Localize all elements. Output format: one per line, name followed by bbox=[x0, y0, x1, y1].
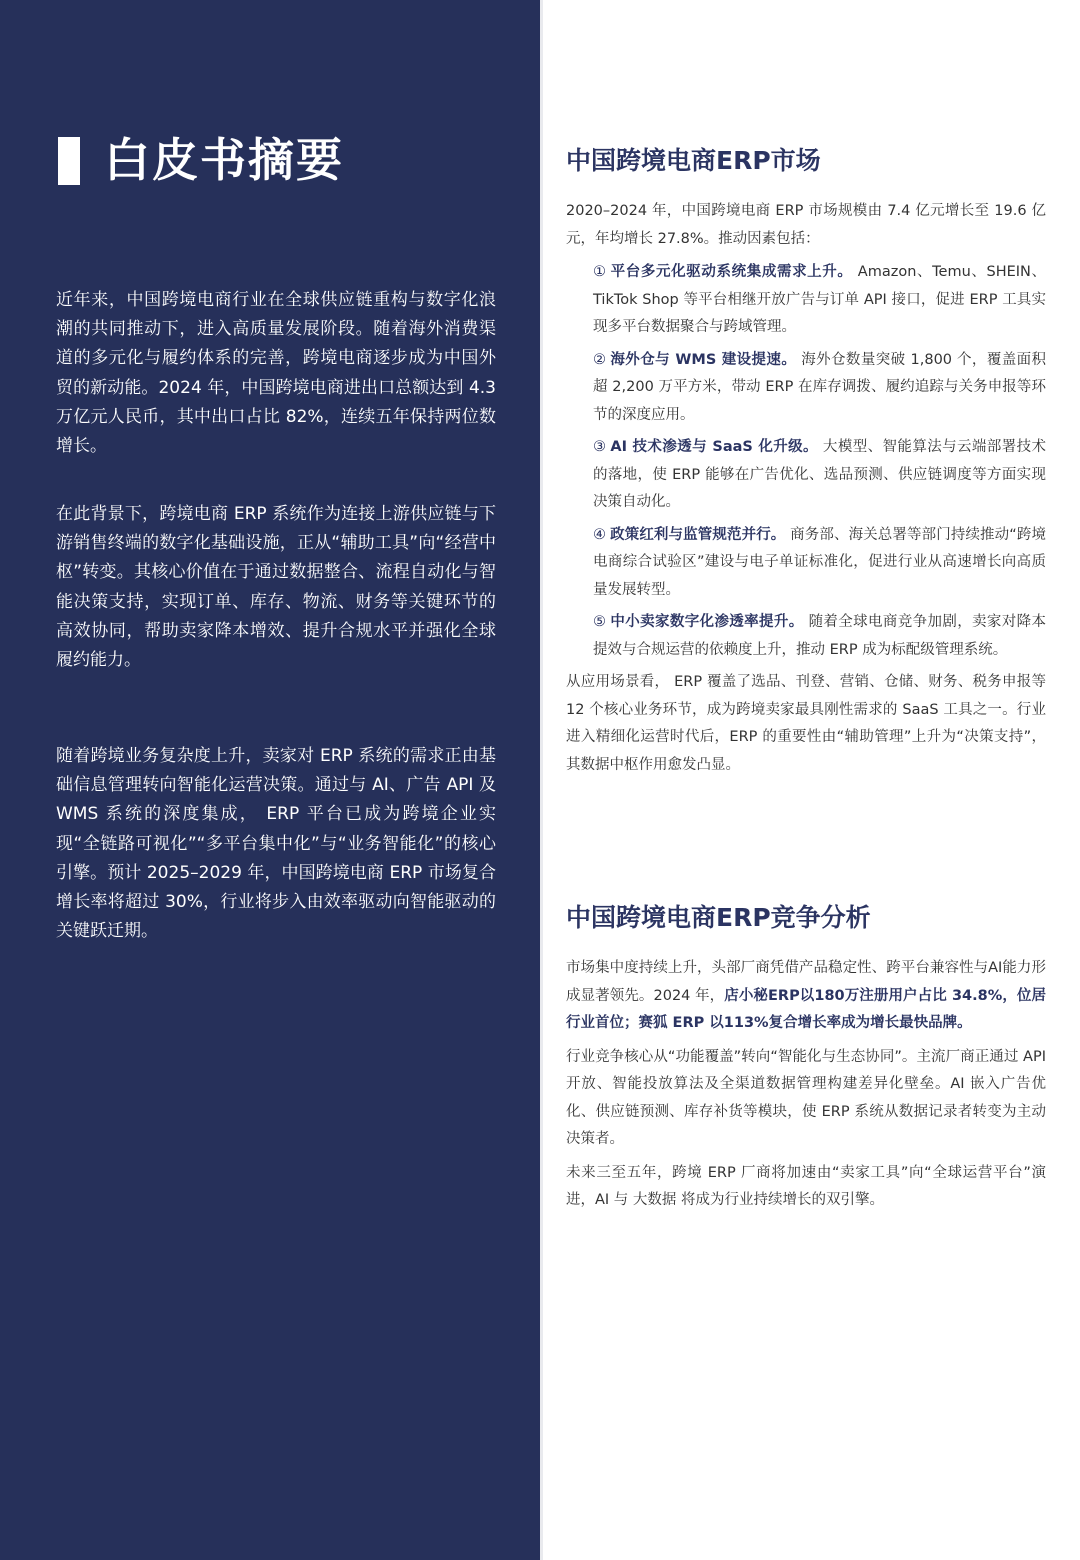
market-section bbox=[566, 198, 1046, 785]
panel-divider bbox=[540, 0, 543, 1560]
factor-number: ② bbox=[593, 351, 607, 368]
competition-paragraph-1 bbox=[566, 955, 1046, 1038]
competition-p1-highlight: 店小秘ERP以180万注册用户占比 34.8%，位居行业首位；赛狐 ERP 以113%复合增长率成为增长最快品牌。 bbox=[566, 987, 1046, 1031]
page-title: 白皮书摘要 bbox=[104, 133, 344, 187]
competition-paragraph-2: 行业竞争核心从“功能覆盖”转向“智能化与生态协同”。主流厂商正通过 API 开放、智能投放算法及全渠道数据管理构建差异化壁垒。AI 嵌入广告优化、供应链预测、库存补货等模块，使 ERP 系统从数据记录者转变为主动决策者。 bbox=[566, 1048, 1046, 1147]
title-accent-bar bbox=[58, 137, 80, 185]
summary-paragraph-3: 随着跨境业务复杂度上升，卖家对 ERP 系统的需求正由基础信息管理转向智能化运营决策。通过与 AI、广告 API 及 WMS 系统的深度集成， ERP 平台已成为跨境企业实现“全链路可视化”“多平台集中化”与“业务智能化”的核心引擎。预计 2025–2029 年，中国跨境电商 ERP 市场复合增长率将超过 30%，行业将步入由效率驱动向智能驱动的关键跃迁期。 bbox=[56, 746, 496, 942]
factor-title: 平台多元化驱动系统集成需求上升。 bbox=[610, 264, 853, 280]
factor-title: AI 技术渗透与 SaaS 化升级。 bbox=[610, 439, 818, 455]
market-intro: 2020–2024 年，中国跨境电商 ERP 市场规模由 7.4 亿元增长至 19.6 亿元，年均增长 27.8%。推动因素包括： bbox=[566, 203, 1046, 247]
market-outro: 从应用场景看， ERP 覆盖了选品、刊登、营销、仓储、财务、税务申报等 12 个核心业务环节，成为跨境卖家最具刚性需求的 SaaS 工具之一。行业进入精细化运营时代后，ERP 的重要性由“辅助管理”上升为“决策支持”，其数据中枢作用愈发凸显。 bbox=[566, 674, 1046, 773]
factor-list bbox=[566, 259, 1046, 664]
factor-text: 商务部、海关总署等部门持续推动“跨境电商综合试验区”建设与电子单证标准化，促进行业从高速增长向高质量发展转型。 bbox=[593, 526, 1047, 598]
factor-text: 海外仓数量突破 1,800 个，覆盖面积超 2,200 万平方米，带动 ERP 在库存调拨、履约追踪与关务申报等环节的深度应用。 bbox=[593, 351, 1047, 423]
competition-paragraph-3: 未来三至五年，跨境 ERP 厂商将加速由“卖家工具”向“全球运营平台”演进，AI 与 大数据 将成为行业持续增长的双引擎。 bbox=[566, 1164, 1046, 1208]
factor-text: 大模型、智能算法与云端部署技术的落地，使 ERP 能够在广告优化、选品预测、供应链调度等方面实现决策自动化。 bbox=[593, 439, 1047, 510]
competition-p1-text: 市场集中度持续上升，头部厂商凭借产品稳定性、跨平台兼容性与AI能力形成显著领先。2024 年， bbox=[566, 960, 1046, 1004]
competition-heading: 中国跨境电商ERP竞争分析 bbox=[566, 903, 871, 932]
factor-number: ① bbox=[593, 264, 607, 280]
factor-item bbox=[566, 259, 1046, 342]
factor-title: 政策红利与监管规范并行。 bbox=[610, 526, 786, 543]
factor-title: 海外仓与 WMS 建设提速。 bbox=[610, 351, 797, 368]
factor-item bbox=[566, 434, 1046, 517]
summary-paragraph-2: 在此背景下，跨境电商 ERP 系统作为连接上游供应链与下游销售终端的数字化基础设施，正从“辅助工具”向“经营中枢”转变。其核心价值在于通过数据整合、流程自动化与智能决策支持，实现订单、库存、物流、财务等关键环节的高效协同，帮助卖家降本增效、提升合规水平并强化全球履约能力。 bbox=[56, 504, 496, 671]
summary-paragraph-1: 近年来，中国跨境电商行业在全球供应链重构与数字化浪潮的共同推动下，进入高质量发展阶段。随着海外消费渠道的多元化与履约体系的完善，跨境电商逐步成为中国外贸的新动能。2024 年，中国跨境电商进出口总额达到 4.3 万亿元人民币，其中出口占比 82%，连续五年保持两位数增长。 bbox=[56, 290, 496, 457]
factor-item bbox=[566, 347, 1046, 430]
factor-number: ③ bbox=[593, 439, 607, 455]
factor-item bbox=[566, 522, 1046, 605]
factor-number: ④ bbox=[593, 526, 607, 543]
factor-text: 随着全球电商竞争加剧，卖家对降本提效与合规运营的依赖度上升，推动 ERP 成为标配级管理系统。 bbox=[593, 614, 1047, 658]
factor-item bbox=[566, 609, 1046, 664]
factor-text: Amazon、Temu、SHEIN、TikTok Shop 等平台相继开放广告与订单 API 接口，促进 ERP 工具实现多平台数据聚合与跨域管理。 bbox=[593, 264, 1047, 335]
factor-number: ⑤ bbox=[593, 614, 607, 630]
factor-title: 中小卖家数字化渗透率提升。 bbox=[610, 614, 804, 630]
competition-section bbox=[566, 955, 1046, 1221]
market-heading: 中国跨境电商ERP市场 bbox=[566, 146, 821, 175]
